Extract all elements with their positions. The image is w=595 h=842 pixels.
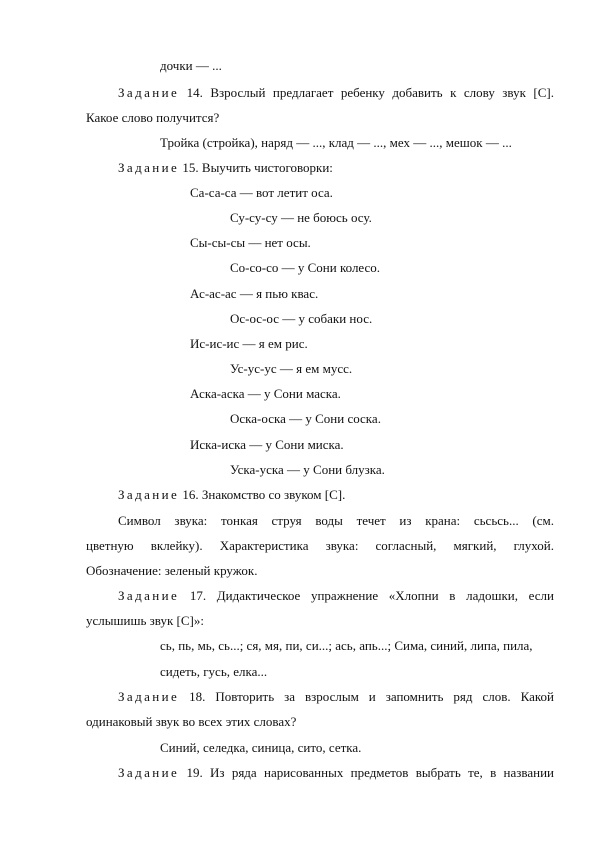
tongue-twister: Су-су-су — не боюсь осу. bbox=[230, 210, 372, 225]
text-line: Тройка (стройка), наряд — ..., клад — ..., мех — ..., мешок — ... bbox=[160, 135, 512, 150]
task-text: 18. Повторить за взрослым и запомнить ряд слов. Какой bbox=[179, 689, 554, 704]
text-line: сь, пь, мь, сь...; ся, мя, пи, си...; ась, апь...; Сима, синий, липа, пила, bbox=[160, 638, 533, 653]
text-line: одинаковый звук во всех этих словах? bbox=[86, 714, 297, 729]
task-label: Задание bbox=[118, 85, 180, 100]
task-15-heading bbox=[118, 160, 333, 176]
task-19-heading bbox=[118, 765, 554, 781]
text-line: цветную вклейку). Характеристика звука: согласный, мягкий, глухой. bbox=[86, 538, 554, 553]
task-label: Задание bbox=[118, 765, 180, 780]
text-line: сидеть, гусь, елка... bbox=[160, 664, 268, 679]
tongue-twister: Ис-ис-ис — я ем рис. bbox=[190, 336, 308, 351]
text-line: услышишь звук [С]»: bbox=[86, 613, 204, 628]
task-text: 16. Знакомство со звуком [С]. bbox=[179, 487, 346, 502]
tongue-twister: Ас-ас-ас — я пью квас. bbox=[190, 286, 319, 301]
text-line: Символ звука: тонкая струя воды течет из крана: сьсьсь... (см. bbox=[118, 513, 554, 528]
tongue-twister: Сы-сы-сы — нет осы. bbox=[190, 235, 311, 250]
tongue-twister: Со-со-со — у Сони колесо. bbox=[230, 260, 381, 275]
text-line: Обозначение: зеленый кружок. bbox=[86, 563, 258, 578]
task-14-heading bbox=[118, 85, 554, 101]
tongue-twister: Аска-аска — у Сони маска. bbox=[190, 386, 341, 401]
tongue-twister: Ус-ус-ус — я ем мусс. bbox=[230, 361, 353, 376]
text-line: Какое слово получится? bbox=[86, 110, 220, 125]
task-label: Задание bbox=[118, 689, 180, 704]
text-line: дочки — ... bbox=[160, 58, 222, 73]
task-label: Задание bbox=[118, 160, 180, 175]
task-label: Задание bbox=[118, 487, 180, 502]
task-text: 14. Взрослый предлагает ребенку добавить к слову звук [С]. bbox=[179, 85, 554, 100]
task-text: 15. Выучить чистоговорки: bbox=[179, 160, 333, 175]
task-label: Задание bbox=[118, 588, 180, 603]
task-16-heading bbox=[118, 487, 345, 503]
text-line: Синий, селедка, синица, сито, сетка. bbox=[160, 740, 362, 755]
task-text: 19. Из ряда нарисованных предметов выбрать те, в названии bbox=[179, 765, 554, 780]
task-18-heading bbox=[118, 689, 554, 705]
tongue-twister: Уска-уска — у Сони блузка. bbox=[230, 462, 385, 477]
tongue-twister: Иска-иска — у Сони миска. bbox=[190, 437, 344, 452]
task-17-heading bbox=[118, 588, 554, 604]
tongue-twister: Са-са-са — вот летит оса. bbox=[190, 185, 333, 200]
task-text: 17. Дидактическое упражнение «Хлопни в ладошки, если bbox=[179, 588, 554, 603]
tongue-twister: Оска-оска — у Сони соска. bbox=[230, 411, 381, 426]
tongue-twister: Ос-ос-ос — у собаки нос. bbox=[230, 311, 373, 326]
